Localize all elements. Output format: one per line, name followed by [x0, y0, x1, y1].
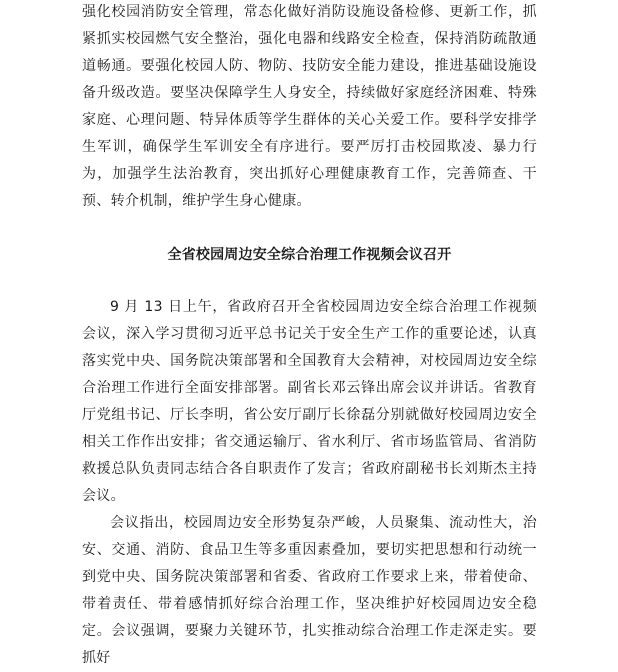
article-body — [82, 0, 537, 672]
meeting-points-paragraph: 会议指出，校园周边安全形势复杂严峻，人员聚集、流动性大，治安、交通、消防、食品卫生等多重因素叠加，要切实把思想和行动统一到党中央、国务院决策部署和省委、省政府工作要求上来，带着使命、带着责任、带着感情抓好综合治理工作，坚决维护好校园周边安全稳定。会议强调，要聚力关键环节，扎实推动综合治理工作走深走实。要抓好 — [82, 515, 537, 666]
section-title: 全省校园周边安全综合治理工作视频会议召开 — [167, 247, 452, 263]
meeting-paragraph: 9 月 13 日上午，省政府召开全省校园周边安全综合治理工作视频会议，深入学习贯彻习近平总书记关于安全生产工作的重要论述，认真落实党中央、国务院决策部署和全国教育大会精神，对校园周边安全综合治理工作进行全面安排部署。副省长邓云锋出席会议并讲话。省教育厅党组书记、厅长李明，省公安厅副厅长徐磊分别就做好校园周边安全相关工作作出安排；省交通运输厅、省水利厅、省市场监管局、省消防救援总队负责同志结合各自职责作了发言；省政府副秘书长刘斯杰主持会议。 — [82, 299, 537, 504]
intro-paragraph: 强化校园消防安全管理，常态化做好消防设施设备检修、更新工作，抓紧抓实校园燃气安全整治，强化电器和线路安全检查，保持消防疏散通道畅通。要强化校园人防、物防、技防安全能力建设，推进基础设施设备升级改造。要坚决保障学生人身安全，持续做好家庭经济困难、特殊家庭、心理问题、特异体质等学生群体的关心关爱工作。要科学安排学生军训，确保学生军训安全有序进行。要严厉打击校园欺凌、暴力行为，加强学生法治教育，突出抓好心理健康教育工作，完善筛查、干预、转介机制，维护学生身心健康。 — [82, 4, 537, 209]
